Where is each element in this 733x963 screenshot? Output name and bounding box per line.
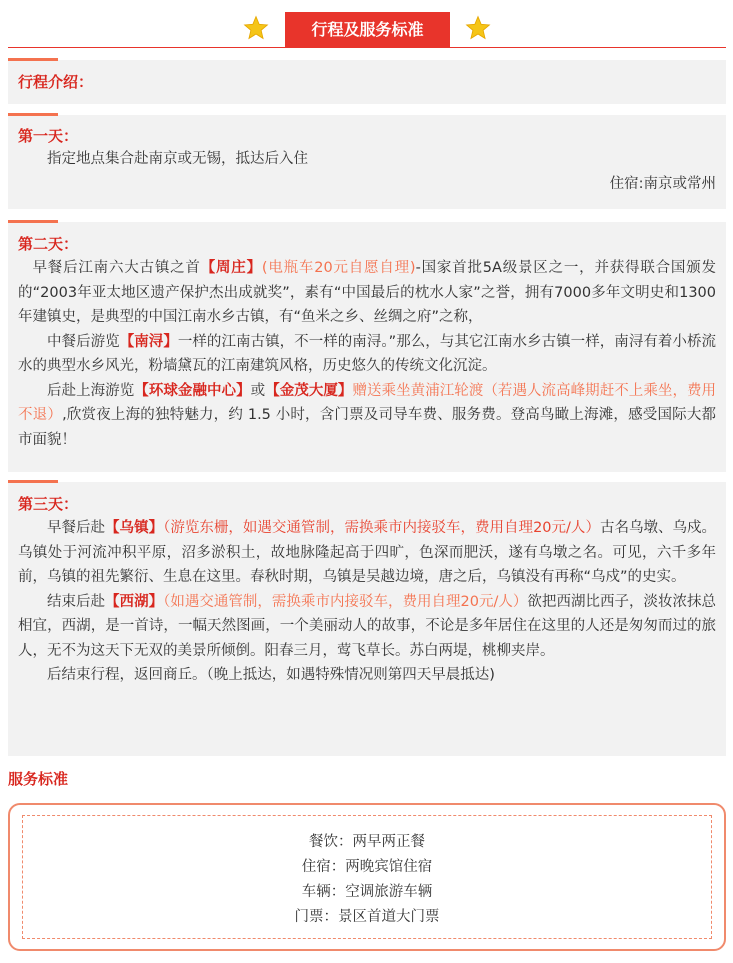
star-icon <box>243 15 269 41</box>
day2-text: 或 <box>250 382 266 399</box>
section-accent <box>8 58 58 61</box>
place-wuzhen: 【乌镇】 <box>105 520 164 536</box>
day2-text: 早餐后江南六大古镇之首 <box>32 260 201 276</box>
service-title: 服务标准 <box>8 770 69 788</box>
day2-text: 中餐后游览 <box>47 333 120 350</box>
day1-title: 第一天： <box>18 127 79 145</box>
service-item-vehicle: 车辆：空调旅游车辆 <box>301 884 433 900</box>
header-divider <box>8 47 726 48</box>
day2-text: 后赴上海游览 <box>47 382 135 399</box>
intro-title: 行程介绍： <box>18 73 94 91</box>
day2-text: 一样的江南古镇，不一样的南浔。”那么，与其它江南水乡古镇一样，南浔有着小桥流水的典型水乡风光，粉墙黛瓦的江南建筑风格，历史悠久的传统文化沉淀。 <box>18 333 717 374</box>
day3-text: 结束后赴 <box>47 593 106 610</box>
section-accent <box>8 480 58 483</box>
day2-text: ,欣赏夜上海的独特魅力，约 1.5 小时，含门票及司导车费、服务费。登高鸟瞰上海滩，感受国际大都市面貌！ <box>18 407 717 448</box>
place-jinmao-tower: 【金茂大厦】 <box>265 382 353 399</box>
fee-note: （游览东栅，如遇交通管制，需换乘市内接驳车，费用自理20元/人） <box>163 520 600 536</box>
day3-paragraph-2 <box>18 590 716 664</box>
day3-paragraph-3: 后结束行程，返回商丘。（晚上抵达，如遇特殊情况则第四天早晨抵达) <box>47 667 495 683</box>
day3-text: 早餐后赴 <box>47 520 106 536</box>
service-item-tickets: 门票：景区首道大门票 <box>294 909 440 925</box>
fee-note: (电瓶车20元自愿自理) <box>261 260 416 276</box>
day3-section <box>8 482 726 756</box>
place-west-lake: 【西湖】 <box>105 593 164 610</box>
service-list <box>22 815 712 939</box>
day2-paragraph-3 <box>18 379 716 453</box>
ferry-note: 赠送乘坐黄浦江轮渡（若遇人流高峰期赶不上乘坐，费用不退） <box>18 382 717 423</box>
section-accent <box>8 220 58 223</box>
day2-text: -国家首批5A级景区之一，并获得联合国颁发的“2003年亚太地区遗产保护杰出成就奖”，素有“中国最后的枕水人家”之誉，拥有7000多年文明史和1300年建镇史，是典型的中国江南水乡古镇，有“鱼米之乡、丝绸之府”之称， <box>18 260 716 325</box>
fee-note: （如遇交通管制，需换乘市内接驳车，费用自理20元/人） <box>163 593 528 610</box>
intro-section <box>8 60 726 104</box>
service-item-lodging: 住宿：两晚宾馆住宿 <box>301 859 433 875</box>
service-box <box>8 803 726 951</box>
day1-stay: 住宿:南京或常州 <box>609 175 716 192</box>
star-icon <box>465 15 491 41</box>
place-nanxun: 【南浔】 <box>119 333 178 350</box>
day2-paragraph-2 <box>18 330 716 379</box>
section-accent <box>8 113 58 116</box>
place-world-financial-center: 【环球金融中心】 <box>134 382 251 399</box>
day2-title: 第二天： <box>18 235 79 253</box>
section-header <box>8 10 726 50</box>
day2-section <box>8 222 726 472</box>
day3-text: 古名乌墩、乌戍。乌镇处于河流冲积平原，沼多淤积土，故地脉隆起高于四旷，色深而肥沃，遂有乌墩之名。可见，六千多年前，乌镇的祖先繁衍、生息在这里。春秋时期，乌镇是吴越边境，唐之后，乌镇没有再称“乌戍”的史实。 <box>18 520 717 585</box>
day1-text: 指定地点集合赴南京或无锡，抵达后入住 <box>47 151 308 167</box>
place-zhouzhuang: 【周庄】 <box>200 260 262 276</box>
day3-title: 第三天： <box>18 495 79 513</box>
day1-section <box>8 115 726 209</box>
service-item-meals: 餐饮：两早两正餐 <box>309 834 425 850</box>
page-title: 行程及服务标准 <box>285 12 450 47</box>
day3-paragraph-1 <box>18 516 716 590</box>
day2-paragraph-1 <box>18 256 716 330</box>
day3-text: 欲把西湖比西子，淡妆浓抹总相宜，西湖，是一首诗，一幅天然图画，一个美丽动人的故事，不论是多年居住在这里的人还是匆匆而过的旅人，无不为这天下无双的美景所倾倒。阳春三月，莺飞草长。苏白两堤，桃柳夹岸。 <box>18 593 717 659</box>
